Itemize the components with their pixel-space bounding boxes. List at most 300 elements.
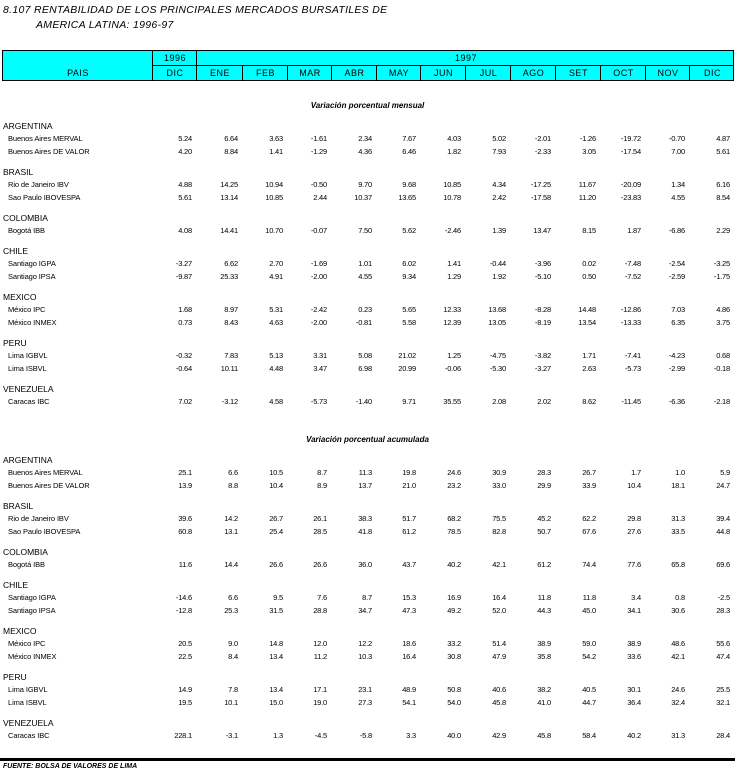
value-cell: 8.7 [362, 593, 372, 602]
value-cell: 0.02 [582, 259, 596, 268]
value-cell: 17.1 [313, 685, 327, 694]
index-label: Bogotá IBB [8, 560, 45, 569]
header-year-1997: 1997 [454, 53, 478, 63]
value-cell: -2.18 [713, 397, 730, 406]
value-cell: 8.15 [582, 226, 596, 235]
value-cell: -4.75 [489, 351, 506, 360]
value-cell: 13.4 [269, 685, 283, 694]
value-cell: 38.2 [537, 685, 551, 694]
value-cell: 48.6 [671, 639, 685, 648]
value-cell: 4.08 [178, 226, 192, 235]
value-cell: 60.8 [178, 527, 192, 536]
value-cell: 8.43 [224, 318, 238, 327]
value-cell: 10.4 [269, 481, 283, 490]
value-cell: 26.1 [313, 514, 327, 523]
value-cell: 28.5 [313, 527, 327, 536]
value-cell: 1.0 [675, 468, 685, 477]
value-cell: 7.93 [492, 147, 506, 156]
value-cell: 10.37 [354, 193, 372, 202]
index-label: Santiago IGPA [8, 259, 56, 268]
value-cell: 5.58 [402, 318, 416, 327]
value-cell: 5.13 [269, 351, 283, 360]
value-cell: 9.68 [402, 180, 416, 189]
value-cell: 36.4 [627, 698, 641, 707]
value-cell: 32.4 [671, 698, 685, 707]
value-cell: 75.5 [492, 514, 506, 523]
table-title-line2: AMERICA LATINA: 1996-97 [36, 19, 174, 31]
value-cell: 74.4 [582, 560, 596, 569]
value-cell: 42.9 [492, 731, 506, 740]
value-cell: 34.7 [358, 606, 372, 615]
value-cell: 6.6 [228, 593, 238, 602]
country-heading: CHILE [3, 580, 29, 590]
value-cell: 40.2 [447, 560, 461, 569]
value-cell: 0.50 [582, 272, 596, 281]
index-label: Sao Paulo IBOVESPA [8, 527, 81, 536]
value-cell: 36.0 [358, 560, 372, 569]
value-cell: -1.75 [713, 272, 730, 281]
value-cell: 10.11 [220, 364, 238, 373]
value-cell: 39.4 [716, 514, 730, 523]
value-cell: 25.1 [178, 468, 192, 477]
value-cell: 8.8 [228, 481, 238, 490]
value-cell: 40.2 [627, 731, 641, 740]
value-cell: -9.87 [175, 272, 192, 281]
value-cell: 8.84 [224, 147, 238, 156]
value-cell: 4.34 [492, 180, 506, 189]
value-cell: -2.42 [310, 305, 327, 314]
value-cell: 1.01 [358, 259, 372, 268]
value-cell: 12.33 [443, 305, 461, 314]
index-label: Lima ISBVL [8, 698, 47, 707]
value-cell: 77.6 [627, 560, 641, 569]
index-label: Lima IGBVL [8, 351, 48, 360]
value-cell: 1.34 [671, 180, 685, 189]
value-cell: -14.6 [175, 593, 192, 602]
value-cell: 7.6 [317, 593, 327, 602]
value-cell: 11.8 [582, 593, 596, 602]
value-cell: 43.7 [402, 560, 416, 569]
value-cell: -3.1 [225, 731, 238, 740]
section-title: Variación porcentual mensual [310, 101, 425, 110]
value-cell: 18.6 [402, 639, 416, 648]
value-cell: 10.94 [265, 180, 283, 189]
index-label: Bogotá IBB [8, 226, 45, 235]
value-cell: 7.67 [402, 134, 416, 143]
value-cell: 4.48 [269, 364, 283, 373]
value-cell: 11.20 [578, 193, 596, 202]
value-cell: -0.44 [489, 259, 506, 268]
value-cell: 19.8 [402, 468, 416, 477]
value-cell: -2.99 [668, 364, 685, 373]
value-cell: 14.25 [220, 180, 238, 189]
value-cell: 6.02 [402, 259, 416, 268]
value-cell: 1.7 [631, 468, 641, 477]
country-heading: VENEZUELA [3, 718, 54, 728]
value-cell: 51.7 [402, 514, 416, 523]
value-cell: 7.03 [671, 305, 685, 314]
value-cell: 0.8 [675, 593, 685, 602]
value-cell: 5.61 [178, 193, 192, 202]
value-cell: -12.86 [620, 305, 641, 314]
value-cell: 6.98 [358, 364, 372, 373]
value-cell: 14.48 [578, 305, 596, 314]
value-cell: 50.7 [537, 527, 551, 536]
value-cell: 30.8 [447, 652, 461, 661]
value-cell: 13.4 [269, 652, 283, 661]
value-cell: 2.42 [492, 193, 506, 202]
value-cell: -0.18 [713, 364, 730, 373]
header-month: JUL [479, 68, 498, 78]
value-cell: -0.06 [444, 364, 461, 373]
source-note: FUENTE: BOLSA DE VALORES DE LIMA [3, 763, 138, 770]
value-cell: -3.27 [534, 364, 551, 373]
value-cell: 5.24 [178, 134, 192, 143]
index-label: Santiago IPSA [8, 272, 56, 281]
header-month: MAY [388, 68, 410, 78]
value-cell: 68.2 [447, 514, 461, 523]
value-cell: 40.0 [447, 731, 461, 740]
value-cell: -11.45 [621, 397, 641, 406]
value-cell: -4.23 [668, 351, 685, 360]
value-cell: 7.8 [228, 685, 238, 694]
value-cell: 14.41 [220, 226, 238, 235]
value-cell: 26.7 [269, 514, 283, 523]
value-cell: 6.6 [228, 468, 238, 477]
value-cell: 6.64 [224, 134, 238, 143]
value-cell: 2.34 [358, 134, 372, 143]
value-cell: -0.70 [668, 134, 685, 143]
country-heading: BRASIL [3, 167, 34, 177]
header-month: DIC [704, 68, 721, 78]
country-heading: COLOMBIA [3, 213, 48, 223]
value-cell: 78.5 [447, 527, 461, 536]
value-cell: 16.4 [402, 652, 416, 661]
value-cell: 59.0 [582, 639, 596, 648]
value-cell: -19.72 [620, 134, 641, 143]
value-cell: 41.8 [358, 527, 372, 536]
value-cell: 28.8 [313, 606, 327, 615]
value-cell: 2.29 [716, 226, 730, 235]
index-label: Lima IGBVL [8, 685, 48, 694]
value-cell: 5.31 [269, 305, 283, 314]
value-cell: 40.6 [492, 685, 506, 694]
value-cell: 41.0 [537, 698, 551, 707]
value-cell: 8.54 [716, 193, 730, 202]
value-cell: -2.00 [310, 272, 327, 281]
country-heading: VENEZUELA [3, 384, 54, 394]
index-label: Santiago IGPA [8, 593, 56, 602]
value-cell: -17.58 [530, 193, 551, 202]
value-cell: 3.31 [313, 351, 327, 360]
value-cell: 14.8 [269, 639, 283, 648]
value-cell: 9.70 [358, 180, 372, 189]
index-label: Buenos Aires MERVAL [8, 468, 83, 477]
value-cell: 30.1 [627, 685, 641, 694]
value-cell: 13.65 [398, 193, 416, 202]
value-cell: 33.6 [627, 652, 641, 661]
value-cell: -1.26 [579, 134, 596, 143]
index-label: Caracas IBC [8, 731, 50, 740]
value-cell: 3.4 [631, 593, 641, 602]
value-cell: 5.65 [402, 305, 416, 314]
value-cell: 47.9 [492, 652, 506, 661]
value-cell: 9.34 [402, 272, 416, 281]
value-cell: 54.2 [582, 652, 596, 661]
value-cell: 24.6 [447, 468, 461, 477]
value-cell: 42.1 [492, 560, 506, 569]
index-label: Buenos Aires MERVAL [8, 134, 83, 143]
section-title: Variación porcentual acumulada [306, 435, 429, 444]
value-cell: 1.68 [178, 305, 192, 314]
value-cell: 6.62 [224, 259, 238, 268]
country-heading: PERU [3, 338, 27, 348]
value-cell: 26.6 [313, 560, 327, 569]
header-year-1996: 1996 [163, 53, 187, 63]
value-cell: 10.4 [627, 481, 641, 490]
header-divider [152, 65, 734, 66]
value-cell: 8.62 [582, 397, 596, 406]
value-cell: 15.3 [402, 593, 416, 602]
value-cell: 13.9 [178, 481, 192, 490]
index-label: Santiago IPSA [8, 606, 56, 615]
value-cell: 67.6 [582, 527, 596, 536]
value-cell: 25.5 [716, 685, 730, 694]
value-cell: 61.2 [537, 560, 551, 569]
value-cell: -3.96 [534, 259, 551, 268]
value-cell: 14.4 [224, 560, 238, 569]
value-cell: 5.9 [720, 468, 730, 477]
value-cell: 22.5 [178, 652, 192, 661]
value-cell: 25.4 [269, 527, 283, 536]
value-cell: 28.4 [716, 731, 730, 740]
value-cell: 42.1 [671, 652, 685, 661]
value-cell: -17.25 [530, 180, 551, 189]
value-cell: 13.54 [578, 318, 596, 327]
value-cell: 13.1 [224, 527, 238, 536]
value-cell: -4.5 [314, 731, 327, 740]
bottom-rule [0, 758, 735, 761]
value-cell: 4.55 [358, 272, 372, 281]
value-cell: 28.3 [537, 468, 551, 477]
value-cell: -2.46 [444, 226, 461, 235]
value-cell: 7.00 [671, 147, 685, 156]
value-cell: 2.63 [582, 364, 596, 373]
header-month: SET [568, 68, 588, 78]
country-heading: CHILE [3, 246, 29, 256]
value-cell: 45.2 [537, 514, 551, 523]
value-cell: 1.82 [447, 147, 461, 156]
value-cell: -8.19 [534, 318, 551, 327]
value-cell: 7.50 [358, 226, 372, 235]
value-cell: 27.3 [358, 698, 372, 707]
value-cell: 10.70 [265, 226, 283, 235]
value-cell: 24.7 [716, 481, 730, 490]
value-cell: 11.6 [178, 560, 192, 569]
value-cell: 4.91 [269, 272, 283, 281]
value-cell: -3.27 [175, 259, 192, 268]
value-cell: 34.1 [627, 606, 641, 615]
value-cell: 4.63 [269, 318, 283, 327]
value-cell: 21.0 [402, 481, 416, 490]
value-cell: 30.9 [492, 468, 506, 477]
value-cell: 45.0 [582, 606, 596, 615]
value-cell: 1.41 [447, 259, 461, 268]
value-cell: -3.82 [534, 351, 551, 360]
index-label: Caracas IBC [8, 397, 50, 406]
value-cell: 7.83 [224, 351, 238, 360]
value-cell: -5.10 [534, 272, 551, 281]
value-cell: 10.85 [443, 180, 461, 189]
value-cell: -6.86 [668, 226, 685, 235]
value-cell: -5.73 [624, 364, 641, 373]
value-cell: 23.2 [447, 481, 461, 490]
value-cell: -1.29 [310, 147, 327, 156]
value-cell: 82.8 [492, 527, 506, 536]
value-cell: -13.33 [620, 318, 641, 327]
value-cell: 3.05 [582, 147, 596, 156]
value-cell: -17.54 [620, 147, 641, 156]
value-cell: 2.08 [492, 397, 506, 406]
country-heading: MEXICO [3, 626, 37, 636]
value-cell: 19.0 [313, 698, 327, 707]
value-cell: 12.2 [358, 639, 372, 648]
index-label: Rio de Janeiro IBV [8, 514, 69, 523]
value-cell: 18.1 [671, 481, 685, 490]
value-cell: 45.8 [537, 731, 551, 740]
value-cell: 44.8 [716, 527, 730, 536]
value-cell: 10.5 [269, 468, 283, 477]
value-cell: 2.44 [313, 193, 327, 202]
header-month: JUN [434, 68, 453, 78]
value-cell: 10.85 [265, 193, 283, 202]
value-cell: -7.52 [624, 272, 641, 281]
value-cell: 55.6 [716, 639, 730, 648]
value-cell: -8.28 [534, 305, 551, 314]
value-cell: 45.8 [492, 698, 506, 707]
country-heading: COLOMBIA [3, 547, 48, 557]
value-cell: 25.33 [220, 272, 238, 281]
value-cell: 4.03 [447, 134, 461, 143]
value-cell: 31.3 [671, 731, 685, 740]
index-label: México IPC [8, 305, 46, 314]
value-cell: -3.25 [713, 259, 730, 268]
value-cell: 1.25 [447, 351, 461, 360]
value-cell: -3.12 [221, 397, 238, 406]
value-cell: 9.5 [273, 593, 283, 602]
value-cell: 12.0 [313, 639, 327, 648]
value-cell: 1.41 [269, 147, 283, 156]
value-cell: -5.30 [489, 364, 506, 373]
header-month: ABR [344, 68, 365, 78]
value-cell: 5.08 [358, 351, 372, 360]
value-cell: 32.1 [716, 698, 730, 707]
value-cell: 35.55 [443, 397, 461, 406]
value-cell: 3.75 [716, 318, 730, 327]
value-cell: 44.3 [537, 606, 551, 615]
value-cell: 2.02 [537, 397, 551, 406]
value-cell: -6.36 [668, 397, 685, 406]
value-cell: -1.61 [310, 134, 327, 143]
value-cell: 11.2 [313, 652, 327, 661]
value-cell: -20.09 [620, 180, 641, 189]
value-cell: 44.7 [582, 698, 596, 707]
country-heading: ARGENTINA [3, 455, 53, 465]
value-cell: -12.8 [175, 606, 192, 615]
value-cell: 3.47 [313, 364, 327, 373]
value-cell: 2.70 [269, 259, 283, 268]
value-cell: 10.78 [443, 193, 461, 202]
value-cell: 8.7 [317, 468, 327, 477]
value-cell: 15.0 [269, 698, 283, 707]
value-cell: 31.5 [269, 606, 283, 615]
value-cell: 1.71 [582, 351, 596, 360]
value-cell: 28.3 [716, 606, 730, 615]
country-heading: BRASIL [3, 501, 34, 511]
value-cell: 8.4 [228, 652, 238, 661]
value-cell: 38.3 [358, 514, 372, 523]
value-cell: -5.8 [359, 731, 372, 740]
value-cell: 26.7 [582, 468, 596, 477]
value-cell: 20.99 [398, 364, 416, 373]
value-cell: 62.2 [582, 514, 596, 523]
value-cell: 11.8 [537, 593, 551, 602]
value-cell: 16.9 [447, 593, 461, 602]
value-cell: -0.50 [310, 180, 327, 189]
value-cell: 9.71 [402, 397, 416, 406]
value-cell: 29.8 [627, 514, 641, 523]
index-label: México IPC [8, 639, 46, 648]
header-month: ENE [209, 68, 230, 78]
value-cell: 33.9 [582, 481, 596, 490]
value-cell: 38.9 [537, 639, 551, 648]
value-cell: 12.39 [443, 318, 461, 327]
country-heading: ARGENTINA [3, 121, 53, 131]
index-label: Buenos Aires DE VALOR [8, 147, 90, 156]
value-cell: 20.5 [178, 639, 192, 648]
value-cell: 48.9 [402, 685, 416, 694]
value-cell: 33.2 [447, 639, 461, 648]
value-cell: 47.3 [402, 606, 416, 615]
value-cell: 1.29 [447, 272, 461, 281]
value-cell: -2.54 [668, 259, 685, 268]
value-cell: 6.35 [671, 318, 685, 327]
value-cell: -0.81 [355, 318, 372, 327]
value-cell: -7.41 [624, 351, 641, 360]
value-cell: 0.73 [178, 318, 192, 327]
value-cell: 33.0 [492, 481, 506, 490]
country-heading: MEXICO [3, 292, 37, 302]
value-cell: 0.23 [358, 305, 372, 314]
value-cell: 4.55 [671, 193, 685, 202]
header-month: DIC [166, 68, 184, 78]
table-header [2, 50, 734, 81]
value-cell: 10.1 [224, 698, 238, 707]
value-cell: 1.87 [627, 226, 641, 235]
value-cell: 30.6 [671, 606, 685, 615]
value-cell: -2.5 [717, 593, 730, 602]
value-cell: 13.7 [358, 481, 372, 490]
value-cell: 13.05 [488, 318, 506, 327]
value-cell: -7.48 [624, 259, 641, 268]
value-cell: 4.87 [716, 134, 730, 143]
value-cell: 65.8 [671, 560, 685, 569]
value-cell: 16.4 [492, 593, 506, 602]
value-cell: 11.67 [578, 180, 596, 189]
value-cell: 27.6 [627, 527, 641, 536]
value-cell: -0.64 [175, 364, 192, 373]
value-cell: 38.9 [627, 639, 641, 648]
